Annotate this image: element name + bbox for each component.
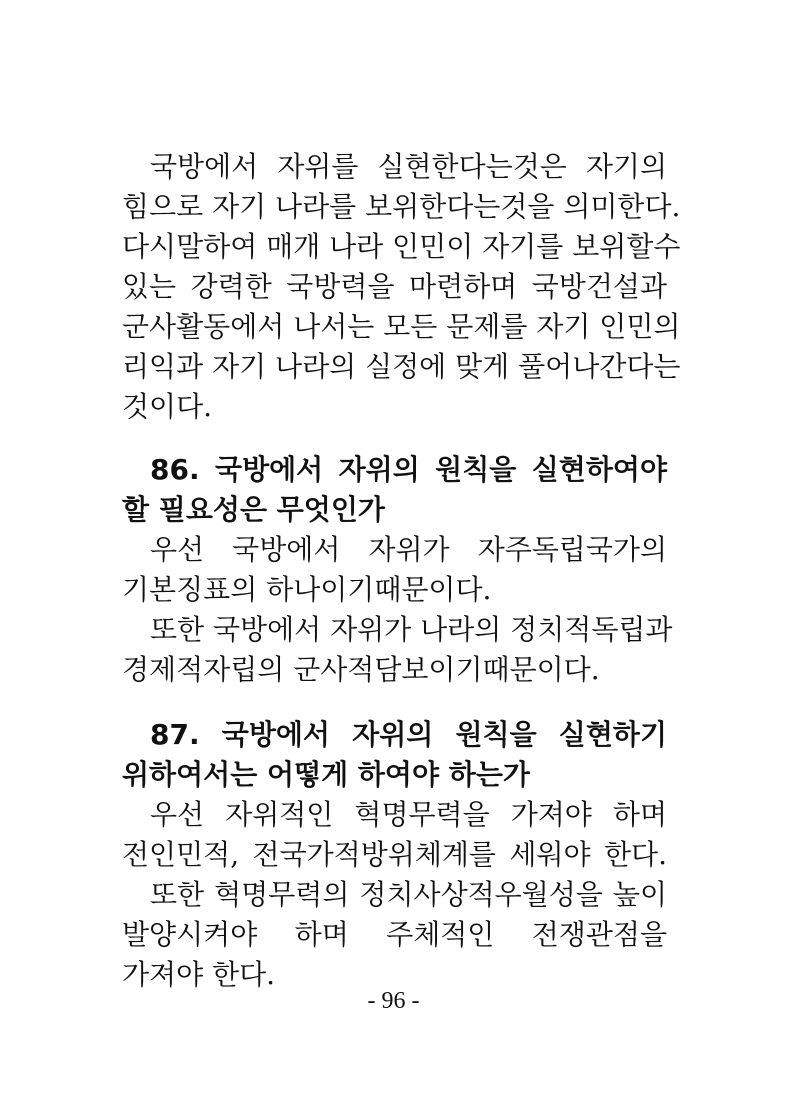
page-number: - 96 - xyxy=(367,988,420,1014)
answer-line: 또한 혁명무력의 정치사상적우월성을 높이 xyxy=(150,878,667,911)
answer-line: 기본징표의 하나이기때문이다. xyxy=(122,573,492,606)
paragraph-line: 다시말하여 매개 나라 인민이 자기를 보위할수 xyxy=(122,230,681,263)
paragraph-line: 국방에서 자위를 실현한다는것은 자기의 xyxy=(150,150,667,183)
question-heading: 86. 국방에서 자위의 원칙을 실현하여야 xyxy=(150,453,667,486)
paragraph-line: 힘으로 자기 나라를 보위한다는것을 의미한다. xyxy=(122,190,681,223)
answer-line: 경제적자립의 군사적담보이기때문이다. xyxy=(122,653,600,686)
question-heading: 위하여서는 어떻게 하여야 하는가 xyxy=(122,758,530,791)
answer-line: 전인민적, 전국가적방위체계를 세워야 한다. xyxy=(122,838,667,871)
paragraph-line: 군사활동에서 나서는 모든 문제를 자기 인민의 xyxy=(122,310,681,343)
answer-line: 발양시켜야 하며 주체적인 전쟁관점을 xyxy=(122,918,667,951)
answer-line: 가져야 한다. xyxy=(122,958,276,991)
paragraph-line: 있는 강력한 국방력을 마련하며 국방건설과 xyxy=(122,270,667,303)
paragraph-line: 리익과 자기 나라의 실정에 맞게 풀어나간다는 xyxy=(122,350,681,383)
answer-line: 우선 자위적인 혁명무력을 가져야 하며 xyxy=(150,798,667,831)
answer-line: 우선 국방에서 자위가 자주독립국가의 xyxy=(150,533,667,566)
question-heading: 할 필요성은 무엇인가 xyxy=(122,493,385,526)
question-heading: 87. 국방에서 자위의 원칙을 실현하기 xyxy=(150,718,667,751)
answer-line: 또한 국방에서 자위가 나라의 정치적독립과 xyxy=(150,613,673,646)
paragraph-line: 것이다. xyxy=(122,390,213,423)
